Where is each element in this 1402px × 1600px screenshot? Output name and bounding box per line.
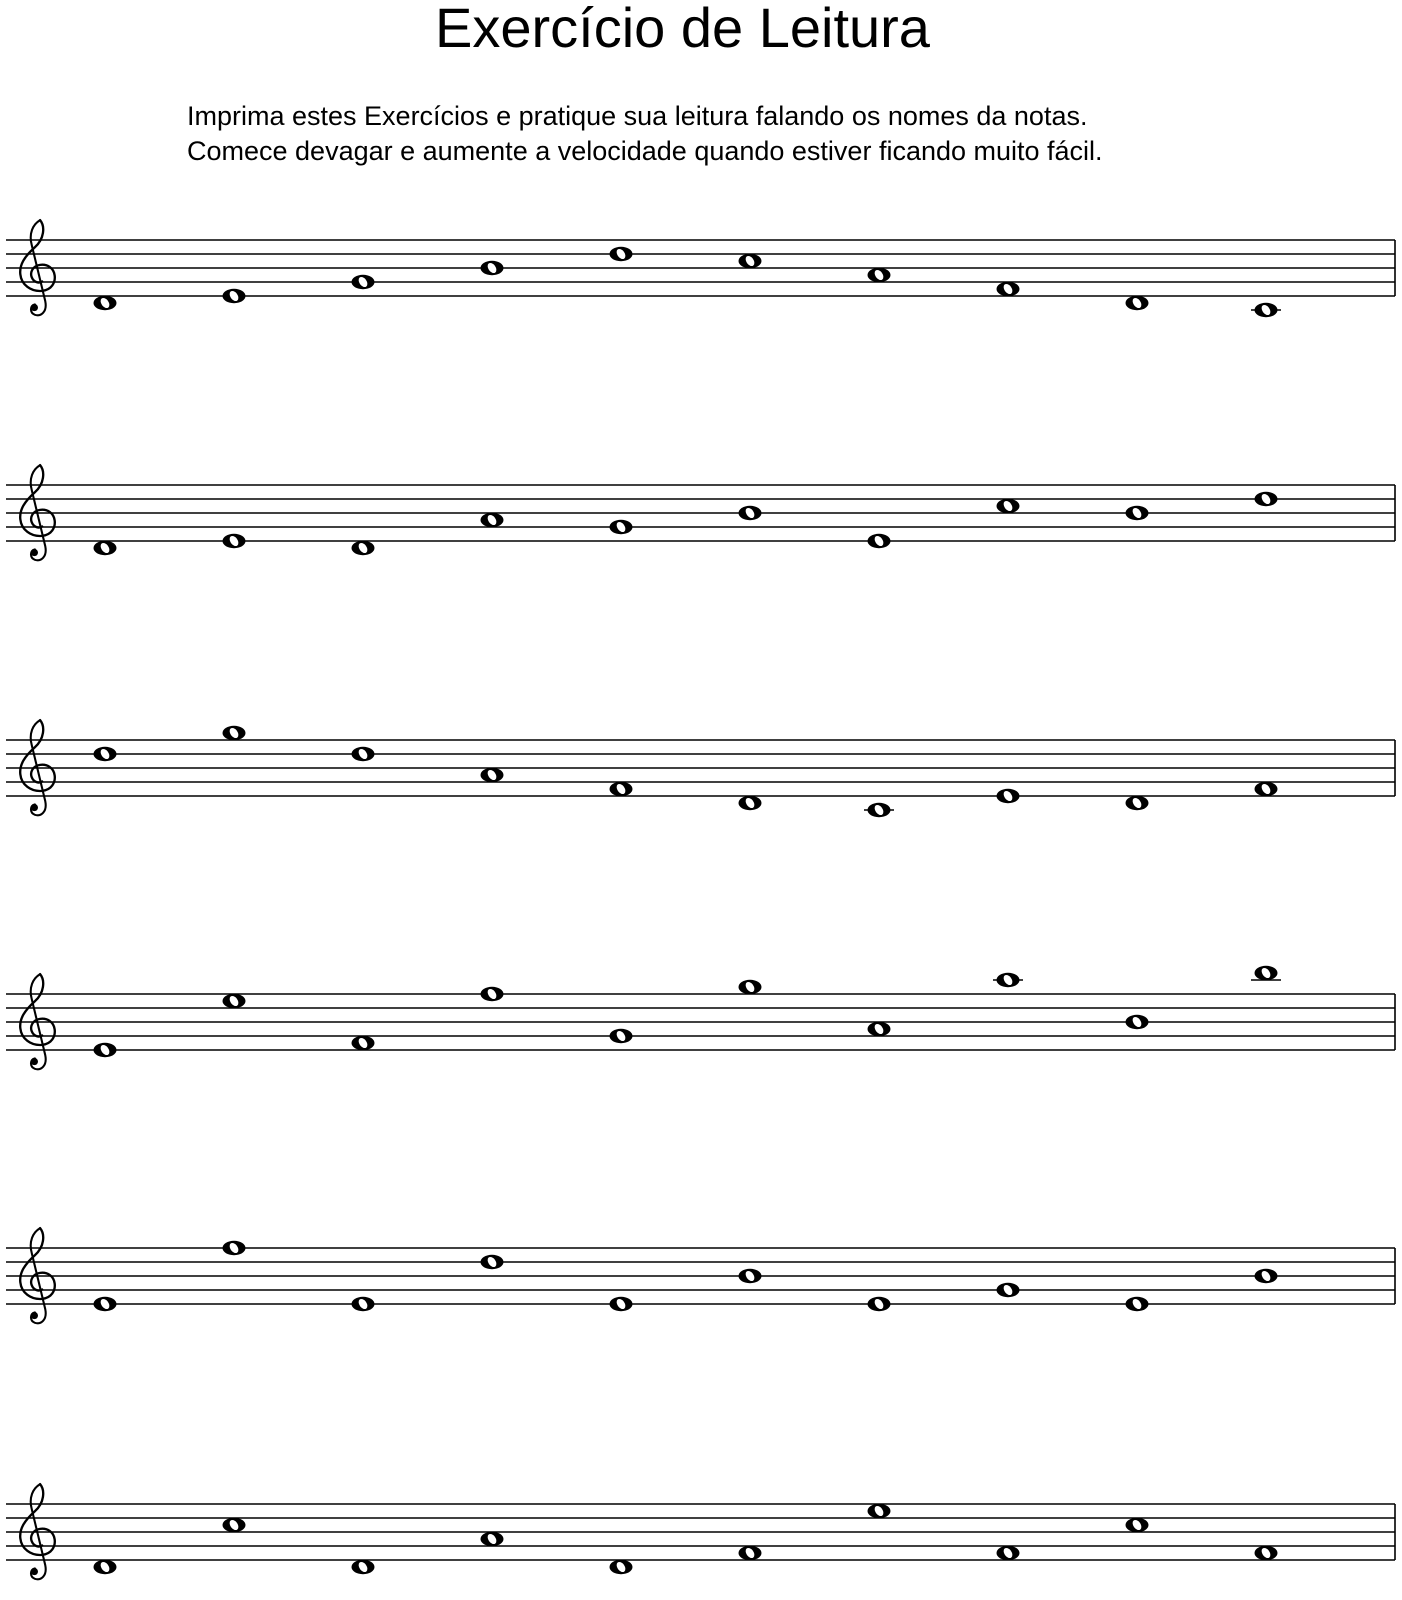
whole-note	[739, 1269, 762, 1283]
whole-note	[868, 1297, 891, 1311]
staff	[6, 1228, 1395, 1323]
note-head	[1255, 966, 1278, 980]
note-hole	[1260, 492, 1272, 505]
note-head	[1126, 1297, 1149, 1311]
note-hole	[1002, 973, 1014, 986]
whole-note	[94, 747, 117, 761]
treble-clef-icon	[20, 465, 55, 560]
note-head	[997, 499, 1020, 513]
note-head	[223, 994, 246, 1008]
note-head	[739, 1546, 762, 1560]
note-head	[352, 1297, 375, 1311]
note-hole	[486, 513, 498, 526]
whole-note	[868, 534, 891, 548]
whole-note	[352, 1297, 375, 1311]
note-head	[739, 254, 762, 268]
note-head	[481, 261, 504, 275]
note-hole	[99, 747, 111, 760]
note-hole	[615, 782, 627, 795]
note-head	[739, 1269, 762, 1283]
note-hole	[99, 1297, 111, 1310]
note-head	[997, 1283, 1020, 1297]
whole-note	[997, 282, 1020, 296]
note-hole	[1260, 303, 1272, 316]
note-hole	[615, 520, 627, 533]
note-head	[1255, 1269, 1278, 1283]
whole-note	[481, 987, 504, 1001]
note-hole	[99, 541, 111, 554]
note-head	[481, 513, 504, 527]
note-hole	[357, 1297, 369, 1310]
whole-note	[610, 1029, 633, 1043]
whole-note	[1255, 782, 1278, 796]
whole-note	[610, 1297, 633, 1311]
note-hole	[1260, 1269, 1272, 1282]
note-head	[352, 1036, 375, 1050]
note-head	[610, 247, 633, 261]
note-head	[739, 796, 762, 810]
note-hole	[873, 268, 885, 281]
note-head	[94, 1560, 117, 1574]
note-head	[997, 789, 1020, 803]
note-head	[94, 296, 117, 310]
note-head	[868, 1022, 891, 1036]
note-hole	[744, 796, 756, 809]
note-hole	[228, 994, 240, 1007]
whole-note	[1126, 296, 1149, 310]
note-hole	[1260, 966, 1272, 979]
whole-note	[352, 1036, 375, 1050]
whole-note	[94, 1297, 117, 1311]
note-head	[94, 541, 117, 555]
whole-note	[997, 1546, 1020, 1560]
note-head	[610, 1297, 633, 1311]
note-hole	[744, 1546, 756, 1559]
whole-note	[1126, 796, 1149, 810]
note-hole	[1131, 1297, 1143, 1310]
note-head	[1255, 492, 1278, 506]
whole-note	[223, 289, 246, 303]
whole-note	[610, 520, 633, 534]
note-hole	[1002, 789, 1014, 802]
note-head	[94, 1297, 117, 1311]
whole-note	[481, 261, 504, 275]
note-head	[610, 782, 633, 796]
note-head	[352, 541, 375, 555]
whole-note	[481, 1255, 504, 1269]
note-head	[223, 726, 246, 740]
note-hole	[615, 1297, 627, 1310]
whole-note	[868, 1022, 891, 1036]
whole-note	[94, 296, 117, 310]
whole-note	[1126, 1297, 1149, 1311]
treble-clef-icon	[20, 1484, 55, 1579]
note-head	[481, 1255, 504, 1269]
note-head	[1126, 1015, 1149, 1029]
note-hole	[99, 1560, 111, 1573]
note-head	[94, 747, 117, 761]
note-hole	[1131, 1015, 1143, 1028]
staff	[6, 465, 1395, 560]
whole-note	[223, 726, 246, 740]
whole-note	[997, 1283, 1020, 1297]
whole-note	[94, 1043, 117, 1057]
note-hole	[615, 1029, 627, 1042]
note-head	[223, 289, 246, 303]
note-hole	[486, 261, 498, 274]
whole-note	[1255, 1269, 1278, 1283]
whole-note	[997, 789, 1020, 803]
whole-note	[993, 973, 1023, 987]
whole-note	[1126, 506, 1149, 520]
note-head	[1255, 782, 1278, 796]
note-hole	[228, 726, 240, 739]
whole-note	[864, 803, 894, 817]
treble-clef-icon	[20, 220, 55, 315]
treble-clef-icon	[20, 974, 55, 1069]
whole-note	[352, 541, 375, 555]
whole-note	[352, 1560, 375, 1574]
note-hole	[873, 534, 885, 547]
note-hole	[357, 275, 369, 288]
whole-note	[481, 1532, 504, 1546]
note-head	[352, 1560, 375, 1574]
note-head	[610, 1560, 633, 1574]
staff	[6, 720, 1395, 817]
note-head	[1255, 1546, 1278, 1560]
instructions	[187, 99, 1103, 169]
note-head	[481, 768, 504, 782]
note-hole	[357, 541, 369, 554]
note-hole	[357, 1036, 369, 1049]
page-title: Exercício de Leitura	[435, 0, 930, 59]
note-head	[868, 268, 891, 282]
treble-clef-icon	[20, 720, 55, 815]
note-hole	[615, 247, 627, 260]
note-hole	[1002, 499, 1014, 512]
staff	[6, 1484, 1395, 1579]
note-head	[868, 1504, 891, 1518]
whole-note	[997, 499, 1020, 513]
note-hole	[615, 1560, 627, 1573]
note-head	[223, 1518, 246, 1532]
note-hole	[486, 987, 498, 1000]
note-head	[94, 1043, 117, 1057]
whole-note	[1251, 966, 1281, 980]
whole-note	[352, 747, 375, 761]
note-head	[739, 506, 762, 520]
note-hole	[873, 1504, 885, 1517]
note-head	[352, 275, 375, 289]
note-hole	[1131, 296, 1143, 309]
whole-note	[223, 1518, 246, 1532]
note-hole	[1131, 796, 1143, 809]
note-head	[481, 987, 504, 1001]
note-hole	[1131, 506, 1143, 519]
note-head	[610, 520, 633, 534]
whole-note	[1255, 492, 1278, 506]
whole-note	[223, 534, 246, 548]
whole-note	[1126, 1015, 1149, 1029]
whole-note	[1126, 1518, 1149, 1532]
whole-note	[610, 247, 633, 261]
whole-note	[868, 268, 891, 282]
note-hole	[1002, 282, 1014, 295]
whole-note	[868, 1504, 891, 1518]
note-hole	[744, 254, 756, 267]
whole-note	[739, 796, 762, 810]
instructions-line-1: Imprima estes Exercícios e pratique sua leitura falando os nomes da notas.	[187, 101, 1088, 131]
note-hole	[1131, 1518, 1143, 1531]
note-hole	[228, 1241, 240, 1254]
note-head	[1126, 506, 1149, 520]
note-hole	[357, 1560, 369, 1573]
note-hole	[1002, 1283, 1014, 1296]
note-head	[868, 1297, 891, 1311]
note-hole	[228, 534, 240, 547]
whole-note	[610, 782, 633, 796]
whole-note	[1255, 1546, 1278, 1560]
whole-note	[352, 275, 375, 289]
note-hole	[744, 1269, 756, 1282]
note-hole	[99, 296, 111, 309]
note-hole	[228, 1518, 240, 1531]
treble-clef-icon	[20, 1228, 55, 1323]
whole-note	[1251, 303, 1281, 317]
note-head	[997, 282, 1020, 296]
note-hole	[486, 1255, 498, 1268]
note-head	[1126, 1518, 1149, 1532]
note-hole	[744, 506, 756, 519]
note-hole	[486, 768, 498, 781]
note-head	[223, 1241, 246, 1255]
note-head	[481, 1532, 504, 1546]
note-head	[1126, 796, 1149, 810]
note-hole	[99, 1043, 111, 1056]
staff	[6, 966, 1395, 1069]
note-hole	[486, 1532, 498, 1545]
note-head	[997, 973, 1020, 987]
note-head	[1126, 296, 1149, 310]
note-head	[868, 534, 891, 548]
whole-note	[94, 1560, 117, 1574]
whole-note	[739, 254, 762, 268]
note-hole	[1260, 1546, 1272, 1559]
whole-note	[223, 994, 246, 1008]
note-head	[739, 980, 762, 994]
whole-note	[739, 980, 762, 994]
note-hole	[1260, 782, 1272, 795]
note-hole	[873, 1297, 885, 1310]
staff	[6, 220, 1395, 317]
note-head	[868, 803, 891, 817]
note-hole	[744, 980, 756, 993]
note-head	[1255, 303, 1278, 317]
whole-note	[94, 541, 117, 555]
whole-note	[223, 1241, 246, 1255]
whole-note	[739, 1546, 762, 1560]
note-hole	[357, 747, 369, 760]
note-head	[997, 1546, 1020, 1560]
whole-note	[739, 506, 762, 520]
instructions-line-2: Comece devagar e aumente a velocidade quando estiver ficando muito fácil.	[187, 136, 1103, 166]
note-hole	[873, 1022, 885, 1035]
note-head	[223, 534, 246, 548]
note-head	[352, 747, 375, 761]
whole-note	[481, 513, 504, 527]
note-hole	[1002, 1546, 1014, 1559]
note-head	[610, 1029, 633, 1043]
note-hole	[873, 803, 885, 816]
whole-note	[481, 768, 504, 782]
note-hole	[228, 289, 240, 302]
whole-note	[610, 1560, 633, 1574]
